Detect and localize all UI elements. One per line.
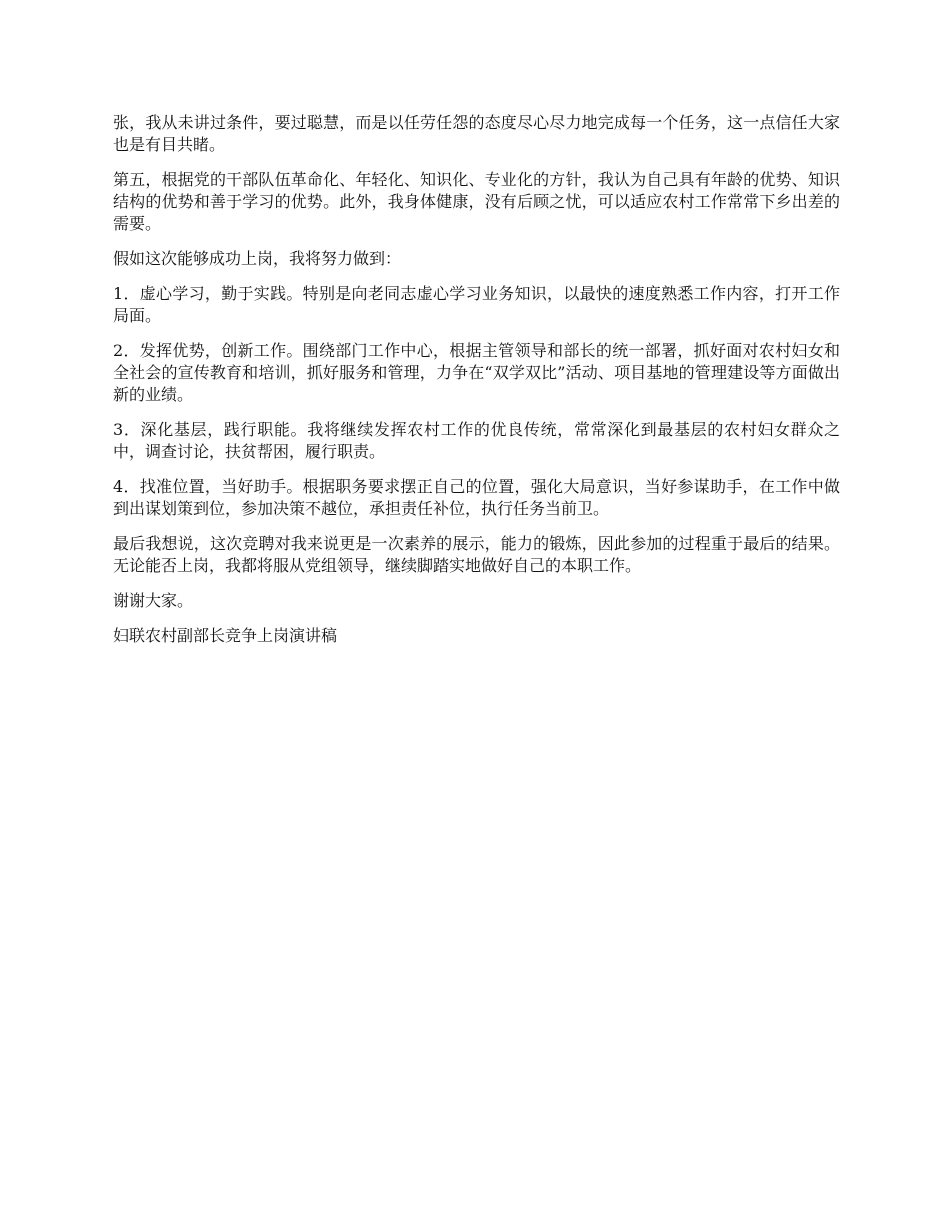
paragraph-item-3: 3．深化基层，践行职能。我将继续发挥农村工作的优良传统，常常深化到最基层的农村妇女群众之中，调查讨论，扶贫帮困，履行职责。 xyxy=(113,420,840,461)
paragraph-thanks: 谢谢大家。 xyxy=(113,591,194,610)
document-body xyxy=(113,112,840,647)
paragraph-continuation: 张，我从未讲过条件，要过聪慧，而是以任劳任怨的态度尽心尽力地完成每一个任务，这一点信任大家也是有目共睹。 xyxy=(113,113,840,154)
paragraph-fifth-point: 第五，根据党的干部队伍革命化、年轻化、知识化、专业化的方针，我认为自己具有年龄的优势、知识结构的优势和善于学习的优势。此外，我身体健康，没有后顾之忧，可以适应农村工作常常下乡出差的需要。 xyxy=(113,170,840,233)
paragraph-item-1: 1．虚心学习，勤于实践。特别是向老同志虚心学习业务知识，以最快的速度熟悉工作内容，打开工作局面。 xyxy=(113,284,840,325)
paragraph-commitment-intro: 假如这次能够成功上岗，我将努力做到： xyxy=(113,249,402,268)
closing-title: 妇联农村副部长竞争上岗演讲稿 xyxy=(113,626,338,645)
paragraph-conclusion: 最后我想说，这次竞聘对我来说更是一次素养的展示，能力的锻炼，因此参加的过程重于最后的结果。无论能否上岗，我都将服从党组领导，继续脚踏实地做好自己的本职工作。 xyxy=(113,534,840,575)
paragraph-item-4: 4．找准位置，当好助手。根据职务要求摆正自己的位置，强化大局意识，当好参谋助手，在工作中做到出谋划策到位，参加决策不越位，承担责任补位，执行任务当前卫。 xyxy=(113,477,840,518)
paragraph-item-2: 2．发挥优势，创新工作。围绕部门工作中心，根据主管领导和部长的统一部署，抓好面对农村妇女和全社会的宣传教育和培训，抓好服务和管理，力争在“双学双比”活动、项目基地的管理建设等方面做出新的业绩。 xyxy=(113,341,840,404)
